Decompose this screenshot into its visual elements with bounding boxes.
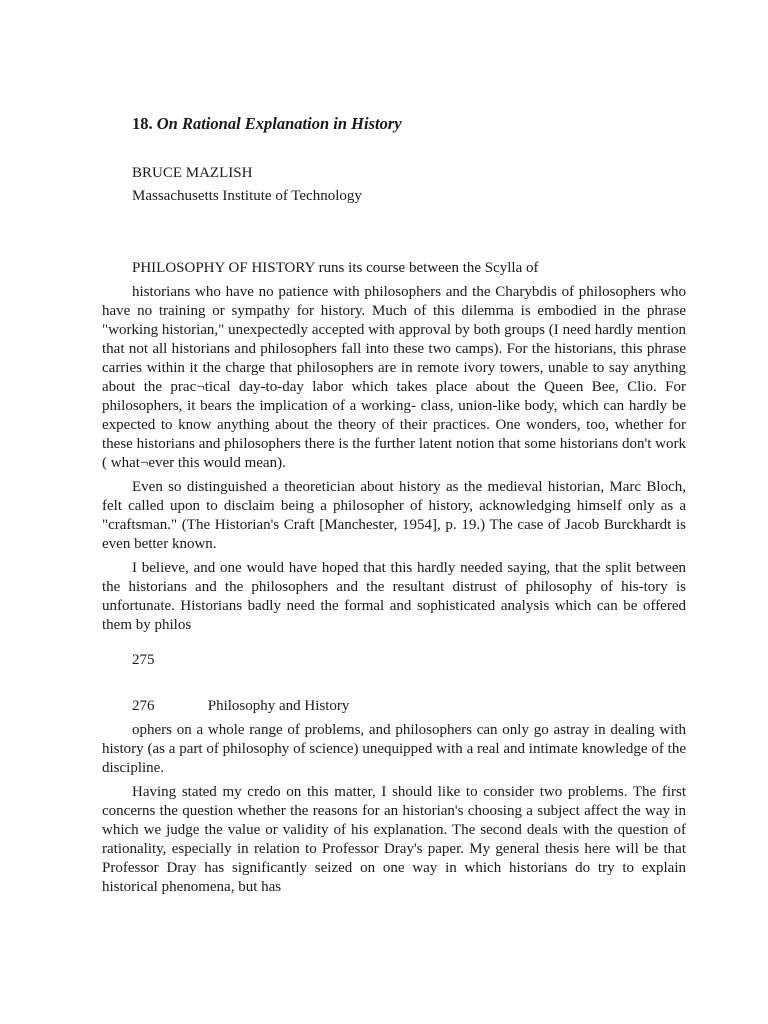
- chapter-number: 18.: [132, 114, 153, 133]
- paragraph: Having stated my credo on this matter, I should like to consider two problems. The first concerns the question whether the reasons for an historian's choosing a subject affect the way in which we judge the value or validity of his explanation. The second deals with the question of rationality, especially in relation to Professor Dray's paper. My general thesis here will be that Professor Dray has significantly seized on one way in which historians do try to explain historical phenomena, but has: [102, 784, 686, 895]
- author-affiliation: Massachusetts Institute of Technology: [132, 188, 362, 204]
- page-276-body: [102, 721, 686, 902]
- author-name: BRUCE MAZLISH: [132, 165, 253, 181]
- running-head-title: Philosophy and History: [207, 698, 350, 714]
- opening-line: PHILOSOPHY OF HISTORY runs its course between the Scylla of: [132, 260, 539, 276]
- running-head-page-number: 276: [132, 698, 155, 714]
- running-head: [132, 698, 349, 715]
- page-275-body: [102, 283, 686, 640]
- page-number: 275: [132, 652, 155, 668]
- chapter-title: [132, 114, 402, 134]
- paragraph: ophers on a whole range of problems, and philosophers can only go astray in dealing with history (as a part of philosophy of science) unequipped with a real and intimate knowledge of the discipline.: [102, 722, 686, 776]
- paragraph: I believe, and one would have hoped that this hardly needed saying, that the split between the historians and the philosophers and the resultant distrust of philosophy of his-tory is unfortunate. Historians badly need the formal and sophisticated analysis which can be offered them by philos: [102, 560, 686, 633]
- chapter-title-text: On Rational Explanation in History: [156, 114, 402, 133]
- paragraph: Even so distinguished a theoretician about history as the medieval historian, Marc Bloch, felt called upon to disclaim being a philosopher of history, acknowledging himself only as a "craftsman." (The Historian's Craft [Manchester, 1954], p. 19.) The case of Jacob Burckhardt is even better known.: [102, 479, 686, 552]
- paragraph: historians who have no patience with philosophers and the Charybdis of philosophers who have no training or sympathy for history. Much of this dilemma is embodied in the phrase "working historian," unexpectedly accepted with approval by both groups (I need hardly mention that not all historians and philosophers fall into these two camps). For the historians, this phrase carries within it the charge that philosophers are in remote ivory towers, unable to say anything about the prac¬tical day-to-day labor which takes place about the Queen Bee, Clio. For philosophers, it bears the implication of a working- class, union-like body, which can hardly be expected to know anything about the theory of their practices. One wonders, too, whether for these historians and philosophers there is the further latent notion that some historians don't work ( what¬ever this would mean).: [102, 284, 686, 471]
